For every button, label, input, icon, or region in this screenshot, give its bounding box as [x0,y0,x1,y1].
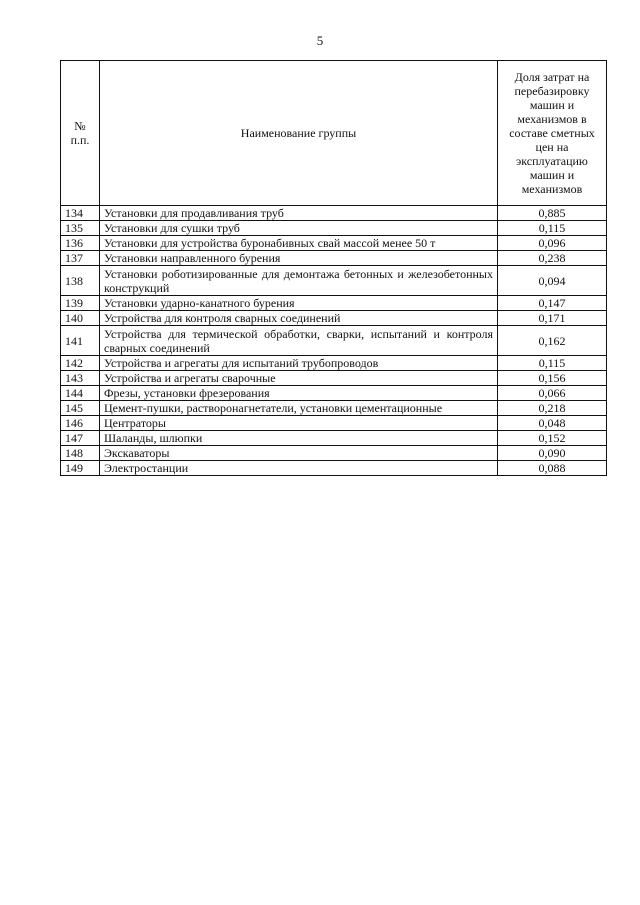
row-cost-share: 0,218 [498,401,607,416]
row-group-name: Установки ударно-канатного бурения [100,296,498,311]
row-group-name: Установки направленного бурения [100,251,498,266]
table-row [61,446,607,461]
table-row [61,251,607,266]
row-group-name: Экскаваторы [100,446,498,461]
header-number-label: № п.п. [70,119,90,147]
table-row [61,311,607,326]
row-group-name: Установки для продавливания труб [100,206,498,221]
header-number [61,61,100,206]
row-number: 148 [61,446,100,461]
row-cost-share: 0,885 [498,206,607,221]
table-row [61,221,607,236]
row-number: 141 [61,326,100,356]
row-cost-share: 0,048 [498,416,607,431]
row-group-name: Установки для устройства буронабивных свай массой менее 50 т [100,236,498,251]
table-row [61,356,607,371]
row-number: 134 [61,206,100,221]
table-row [61,401,607,416]
table-header-row [61,61,607,206]
row-number: 138 [61,266,100,296]
row-group-name: Установки для сушки труб [100,221,498,236]
row-cost-share: 0,094 [498,266,607,296]
row-number: 136 [61,236,100,251]
table-row [61,266,607,296]
row-cost-share: 0,066 [498,386,607,401]
row-number: 142 [61,356,100,371]
row-group-name: Фрезы, установки фрезерования [100,386,498,401]
row-cost-share: 0,090 [498,446,607,461]
row-number: 143 [61,371,100,386]
row-number: 144 [61,386,100,401]
row-group-name: Установки роботизированные для демонтажа бетонных и железобетонных конструкций [100,266,498,296]
row-cost-share: 0,115 [498,221,607,236]
header-group-name-label: Наименование группы [240,126,357,140]
row-number: 135 [61,221,100,236]
table-row [61,461,607,476]
table-row [61,206,607,221]
row-group-name: Устройства для контроля сварных соединений [100,311,498,326]
row-group-name: Устройства и агрегаты для испытаний трубопроводов [100,356,498,371]
table-row [61,431,607,446]
row-group-name: Центраторы [100,416,498,431]
row-cost-share: 0,147 [498,296,607,311]
table-row [61,296,607,311]
table-row [61,371,607,386]
row-number: 146 [61,416,100,431]
row-cost-share: 0,152 [498,431,607,446]
header-cost-share [498,61,607,206]
row-number: 139 [61,296,100,311]
row-cost-share: 0,171 [498,311,607,326]
row-cost-share: 0,238 [498,251,607,266]
header-group-name [100,61,498,206]
row-number: 145 [61,401,100,416]
row-number: 147 [61,431,100,446]
row-number: 140 [61,311,100,326]
row-cost-share: 0,115 [498,356,607,371]
table-row [61,326,607,356]
page-number: 5 [316,33,324,48]
row-cost-share: 0,088 [498,461,607,476]
row-group-name: Устройства и агрегаты сварочные [100,371,498,386]
machine-groups-table [60,60,607,476]
row-group-name: Шаланды, шлюпки [100,431,498,446]
row-cost-share: 0,162 [498,326,607,356]
row-cost-share: 0,096 [498,236,607,251]
table-row [61,236,607,251]
table-row [61,386,607,401]
row-group-name: Цемент-пушки, растворонагнетатели, установки цементационные [100,401,498,416]
header-cost-share-label: Доля затрат на перебазировку машин и механизмов в составе сметных цен на эксплуатацию машин и механизмов [509,70,595,196]
table-row [61,416,607,431]
row-group-name: Устройства для термической обработки, сварки, испытаний и контроля сварных соединений [100,326,498,356]
row-number: 149 [61,461,100,476]
row-number: 137 [61,251,100,266]
row-group-name: Электростанции [100,461,498,476]
row-cost-share: 0,156 [498,371,607,386]
